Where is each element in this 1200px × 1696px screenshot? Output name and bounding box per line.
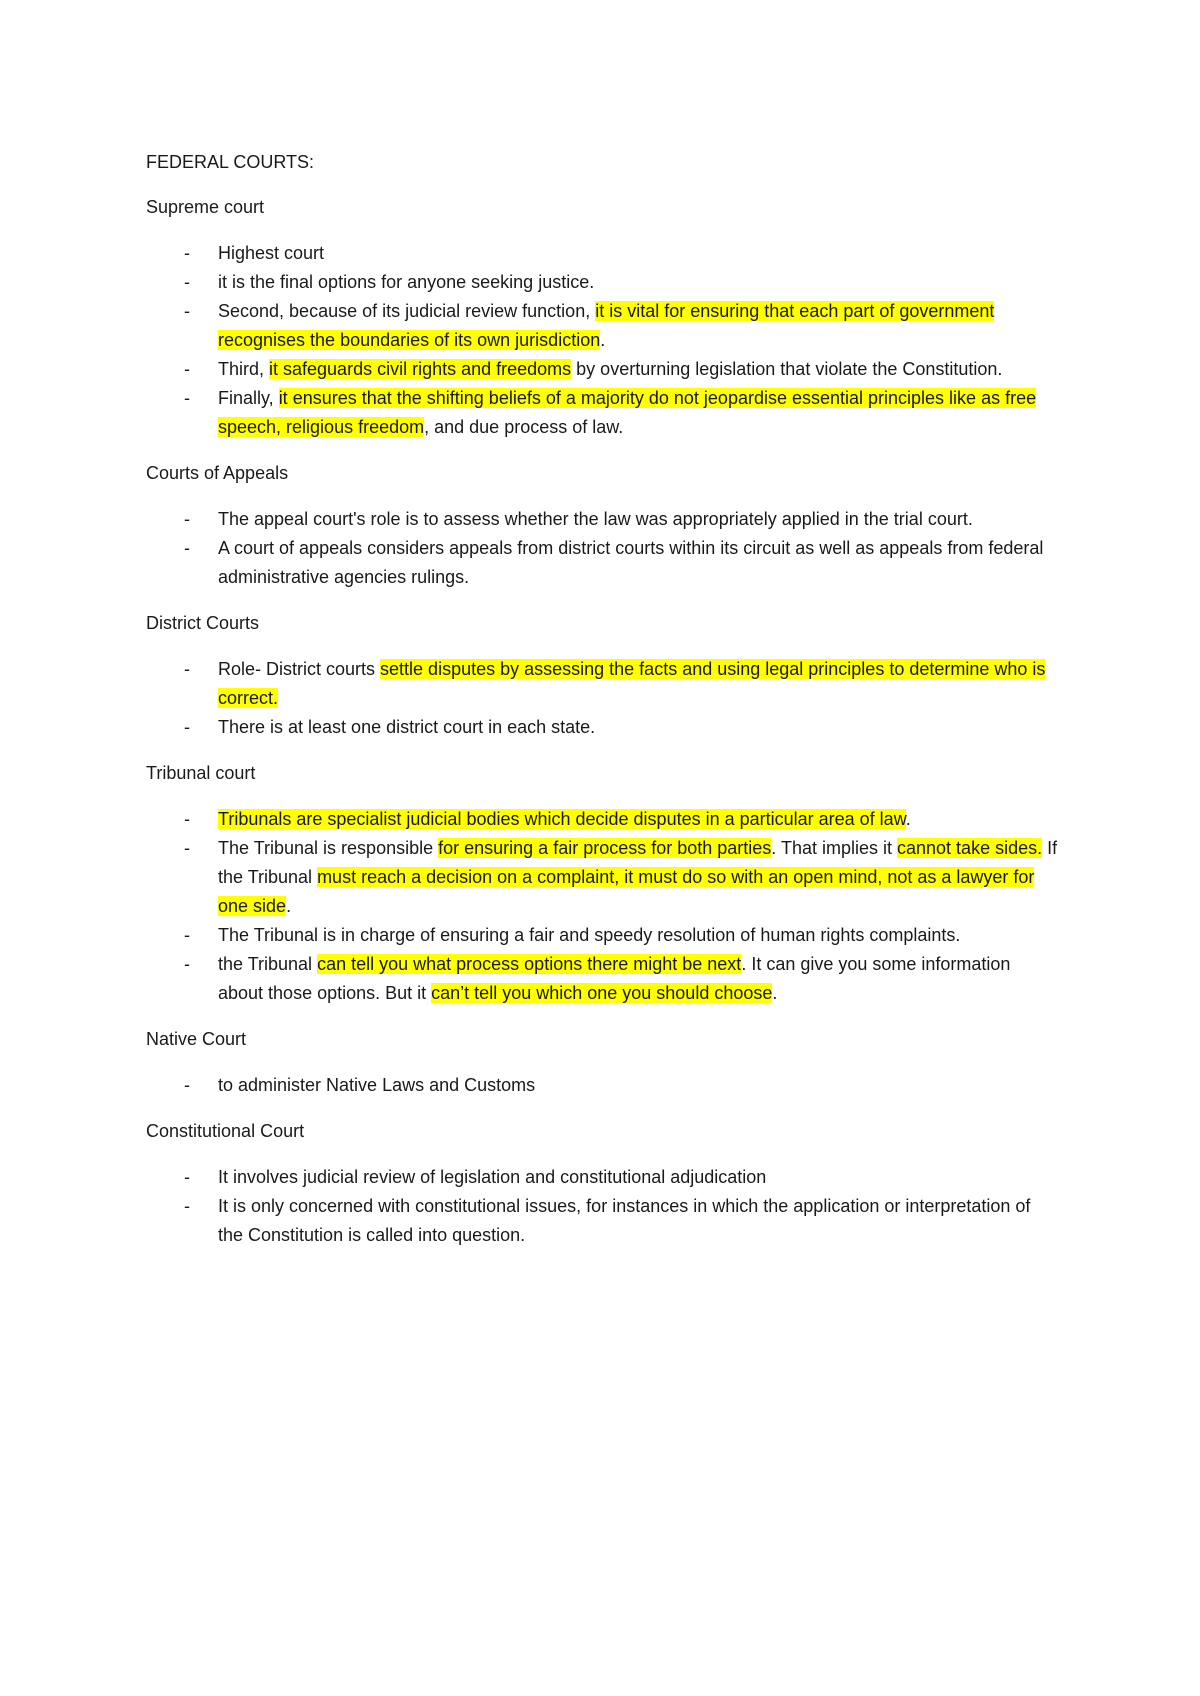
list-item — [146, 505, 1060, 534]
highlighted-text: cannot take sides. — [897, 838, 1043, 858]
section-heading: Supreme court — [146, 197, 265, 217]
bullet-dash: - — [184, 301, 190, 321]
bullet-dash: - — [184, 538, 190, 558]
bullet-dash: - — [184, 954, 190, 974]
section — [146, 193, 1060, 442]
text-run: Third, — [218, 359, 270, 379]
section — [146, 1025, 1060, 1100]
bullet-dash: - — [184, 1075, 190, 1095]
bullet-dash: - — [184, 717, 190, 737]
text-run: . — [905, 809, 911, 829]
bullet-list — [146, 805, 1060, 1008]
list-item — [146, 297, 1060, 355]
bullet-list — [146, 1163, 1060, 1250]
section-heading: Constitutional Court — [146, 1121, 305, 1141]
text-run: If the Tribunal — [218, 838, 1058, 887]
text-run: . That implies it — [771, 838, 898, 858]
section — [146, 759, 1060, 1008]
section-heading: Courts of Appeals — [146, 463, 289, 483]
list-item — [146, 805, 1060, 834]
bullet-dash: - — [184, 509, 190, 529]
text-run: The appeal court's role is to assess whether the law was appropriately applied in the trial court. — [218, 509, 973, 529]
text-run: Finally, — [218, 388, 279, 408]
bullet-list — [146, 239, 1060, 442]
bullet-list — [146, 1071, 1060, 1100]
text-run: . — [772, 983, 778, 1003]
section-heading: Native Court — [146, 1029, 247, 1049]
list-item — [146, 534, 1060, 592]
text-run: . It can give you some information about those options. But it — [218, 954, 1011, 1003]
text-run: , and due process of law. — [424, 417, 624, 437]
bullet-dash: - — [184, 243, 190, 263]
text-run: . — [600, 330, 606, 350]
list-item — [146, 921, 1060, 950]
section-heading: District Courts — [146, 613, 260, 633]
list-item — [146, 384, 1060, 442]
text-run: It is only concerned with constitutional issues, for instances in which the application or interpretation of the Constitution is called into question. — [218, 1196, 1031, 1245]
text-run: the Tribunal — [218, 954, 318, 974]
text-run: It involves judicial review of legislation and constitutional adjudication — [218, 1167, 767, 1187]
bullet-dash: - — [184, 838, 190, 858]
list-item — [146, 1163, 1060, 1192]
highlighted-text: it is vital for ensuring that each part of government recognises the boundaries of its own jurisdiction — [218, 301, 995, 350]
highlighted-text: can tell you what process options there might be next — [317, 954, 742, 974]
bullet-dash: - — [184, 1167, 190, 1187]
bullet-list — [146, 655, 1060, 742]
text-run: by overturning legislation that violate the Constitution. — [571, 359, 1003, 379]
list-item — [146, 355, 1060, 384]
bullet-list — [146, 505, 1060, 592]
text-run: There is at least one district court in each state. — [218, 717, 596, 737]
document-title: FEDERAL COURTS: — [146, 152, 315, 172]
document-body — [146, 193, 1060, 1250]
text-run: . — [286, 896, 292, 916]
section — [146, 609, 1060, 742]
list-item — [146, 268, 1060, 297]
bullet-dash: - — [184, 359, 190, 379]
list-item — [146, 834, 1060, 921]
bullet-dash: - — [184, 1196, 190, 1216]
highlighted-text: for ensuring a fair process for both parties — [438, 838, 772, 858]
highlighted-text: settle disputes by assessing the facts and using legal principles to determine who is correct. — [218, 659, 1046, 708]
bullet-dash: - — [184, 272, 190, 292]
text-run: The Tribunal is in charge of ensuring a fair and speedy resolution of human rights complaints. — [218, 925, 961, 945]
bullet-dash: - — [184, 925, 190, 945]
bullet-dash: - — [184, 809, 190, 829]
bullet-dash: - — [184, 659, 190, 679]
section — [146, 459, 1060, 592]
list-item — [146, 239, 1060, 268]
section-heading: Tribunal court — [146, 763, 256, 783]
text-run: to administer Native Laws and Customs — [218, 1075, 536, 1095]
highlighted-text: must reach a decision on a complaint, it must do so with an open mind, not as a lawyer for one side — [218, 867, 1035, 916]
section — [146, 1117, 1060, 1250]
bullet-dash: - — [184, 388, 190, 408]
list-item — [146, 950, 1060, 1008]
highlighted-text: Tribunals are specialist judicial bodies which decide disputes in a particular area of law — [218, 809, 906, 829]
highlighted-text: it ensures that the shifting beliefs of a majority do not jeopardise essential principles like as free speech, religious freedom — [218, 388, 1037, 437]
text-run: Second, because of its judicial review function, — [218, 301, 596, 321]
text-run: it is the final options for anyone seeking justice. — [218, 272, 595, 292]
text-run: A court of appeals considers appeals from district courts within its circuit as well as appeals from federal administrative agencies rulings. — [218, 538, 1044, 587]
text-run: Role- District courts — [218, 659, 381, 679]
highlighted-text: can’t tell you which one you should choose — [431, 983, 773, 1003]
list-item — [146, 1192, 1060, 1250]
list-item — [146, 713, 1060, 742]
list-item — [146, 1071, 1060, 1100]
highlighted-text: it safeguards civil rights and freedoms — [269, 359, 572, 379]
list-item — [146, 655, 1060, 713]
text-run: The Tribunal is responsible — [218, 838, 439, 858]
text-run: Highest court — [218, 243, 325, 263]
